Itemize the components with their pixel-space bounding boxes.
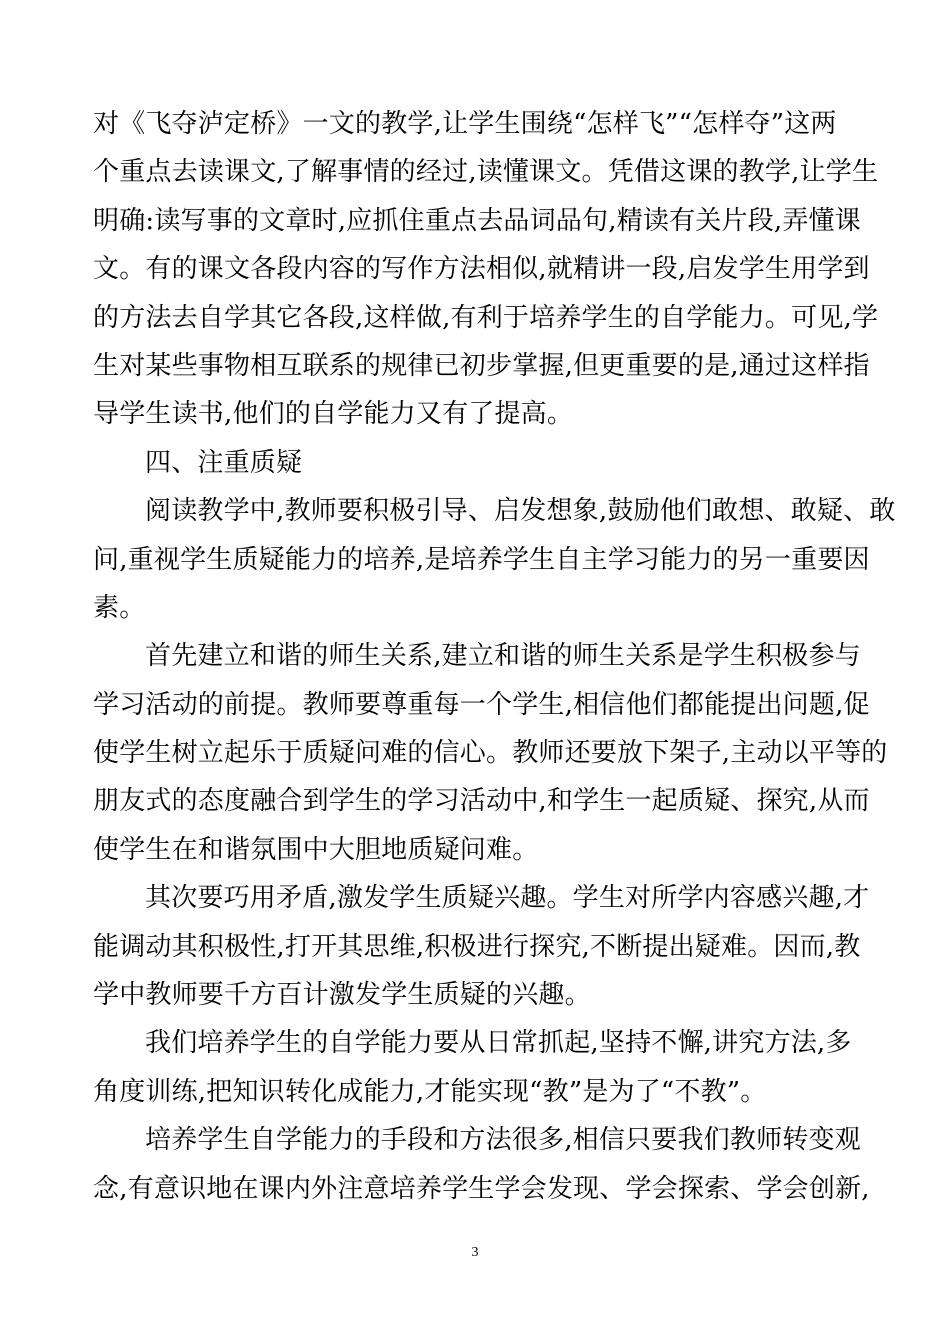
text-line: 念,有意识地在课内外注意培养学生学会发现、学会探索、学会创新,	[93, 1173, 870, 1204]
text-line: 使学生树立起乐于质疑问难的信心。教师还要放下架子,主动以平等的	[93, 738, 888, 769]
text-line: 其次要巧用矛盾,激发学生质疑兴趣。学生对所学内容感兴趣,才	[145, 883, 870, 914]
text-line: 朋友式的态度融合到学生的学习活动中,和学生一起质疑、探究,从而	[93, 786, 870, 817]
text-line: 导学生读书,他们的自学能力又有了提高。	[93, 399, 574, 430]
section-heading: 四、注重质疑	[145, 447, 303, 478]
page-number: 3	[471, 1245, 479, 1260]
text-line: 学习活动的前提。教师要尊重每一个学生,相信他们都能提出问题,促	[93, 689, 870, 720]
text-line: 个重点去读课文,了解事情的经过,读懂课文。凭借这课的教学,让学生	[93, 157, 879, 188]
text-line: 我们培养学生的自学能力要从日常抓起,坚持不懈,讲究方法,多	[145, 1028, 852, 1059]
text-line: 学中教师要千方百计激发学生质疑的兴趣。	[93, 980, 591, 1011]
text-line: 对《飞夺泸定桥》一文的教学,让学生围绕“怎样飞”“怎样夺”这两	[93, 109, 837, 139]
text-line: 阅读教学中,教师要积极引导、启发想象,鼓励他们敢想、敢疑、敢	[145, 496, 896, 527]
text-line: 文。有的课文各段内容的写作方法相似,就精讲一段,启发学生用学到	[93, 254, 870, 285]
document-body	[93, 100, 896, 1213]
text-line: 生对某些事物相互联系的规律已初步掌握,但更重要的是,通过这样指	[93, 350, 870, 381]
text-line: 的方法去自学其它各段,这样做,有利于培养学生的自学能力。可见,学	[93, 302, 879, 333]
text-line: 培养学生自学能力的手段和方法很多,相信只要我们教师转变观	[145, 1125, 861, 1156]
text-line: 首先建立和谐的师生关系,建立和谐的师生关系是学生积极参与	[145, 641, 861, 672]
text-line: 明确:读写事的文章时,应抓住重点去品词品句,精读有关片段,弄懂课	[93, 205, 861, 236]
text-line: 问,重视学生质疑能力的培养,是培养学生自主学习能力的另一重要因	[93, 544, 870, 575]
text-line: 能调动其积极性,打开其思维,积极进行探究,不断提出疑难。因而,教	[93, 931, 861, 962]
text-line: 角度训练,把知识转化成能力,才能实现“教”是为了“不教”。	[93, 1076, 767, 1107]
text-line: 使学生在和谐氛围中大胆地质疑问难。	[93, 834, 539, 865]
text-line: 素。	[93, 592, 146, 623]
